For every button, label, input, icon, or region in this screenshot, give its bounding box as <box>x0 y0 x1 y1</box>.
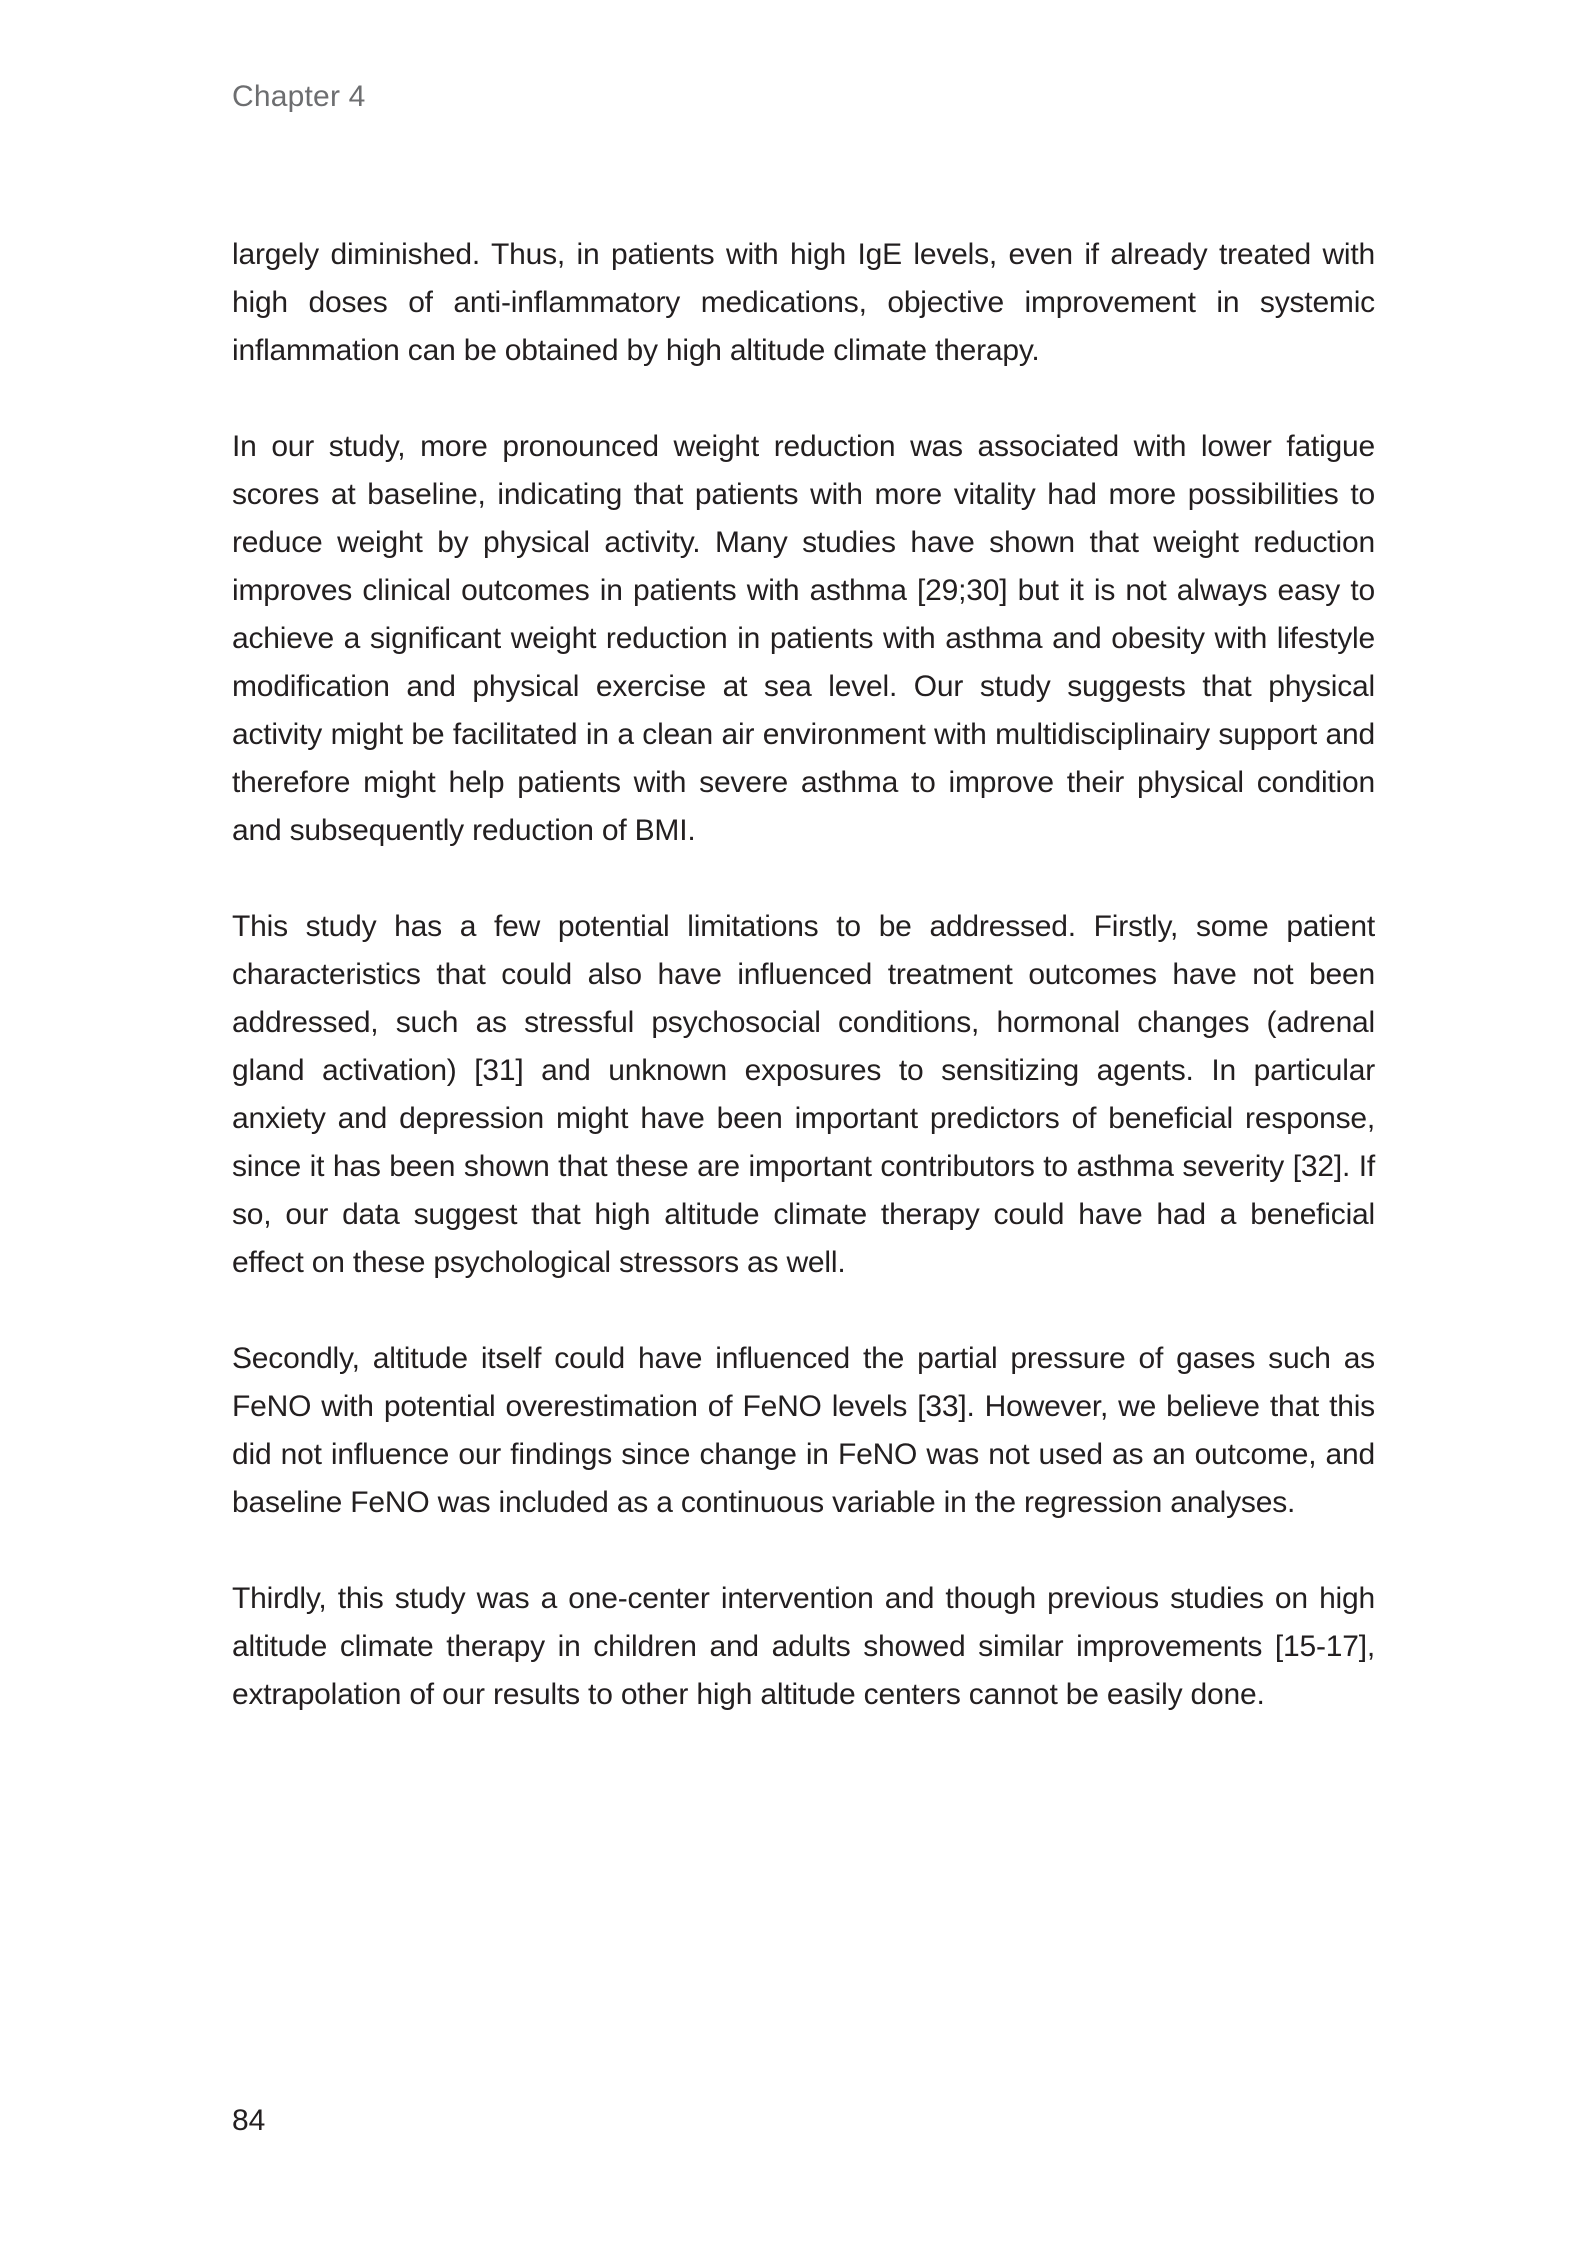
page-number: 84 <box>232 2104 266 2137</box>
paragraph-3: This study has a few potential limitations to be addressed. Firstly, some patient characteristics that could also have influenced treatment outcomes have not been addressed, such as stressful psychosocial conditions, hormonal changes (adrenal gland activation) [31] and unknown exposures to sensitizing agents. In particular anxiety and depression might have been important predictors of beneficial response, since it has been shown that these are important contributors to asthma severity [32]. If so, our data suggest that high altitude climate therapy could have had a beneficial effect on these psychological stressors as well. <box>232 910 1375 1279</box>
paragraph-4: Secondly, altitude itself could have influenced the partial pressure of gases such as FeNO with potential overestimation of FeNO levels [33]. However, we believe that this did not influence our findings since change in FeNO was not used as an outcome, and baseline FeNO was included as a continuous variable in the regression analyses. <box>232 1342 1375 1519</box>
running-header: Chapter 4 <box>232 80 366 113</box>
paragraph-1: largely diminished. Thus, in patients with high IgE levels, even if already treated with high doses of anti-inflammatory medications, objective improvement in systemic inflammation can be obtained by high altitude climate therapy. <box>232 238 1375 367</box>
paragraph-2: In our study, more pronounced weight reduction was associated with lower fatigue scores at baseline, indicating that patients with more vitality had more possibilities to reduce weight by physical activity. Many studies have shown that weight reduction improves clinical outcomes in patients with asthma [29;30] but it is not always easy to achieve a significant weight reduction in patients with asthma and obesity with lifestyle modification and physical exercise at sea level. Our study suggests that physical activity might be facilitated in a clean air environment with multidisciplinairy support and therefore might help patients with severe asthma to improve their physical condition and subsequently reduction of BMI. <box>232 430 1375 847</box>
body-text <box>232 231 1375 1767</box>
paragraph-5: Thirdly, this study was a one-center intervention and though previous studies on high altitude climate therapy in children and adults showed similar improvements [15-17], extrapolation of our results to other high altitude centers cannot be easily done. <box>232 1582 1375 1711</box>
